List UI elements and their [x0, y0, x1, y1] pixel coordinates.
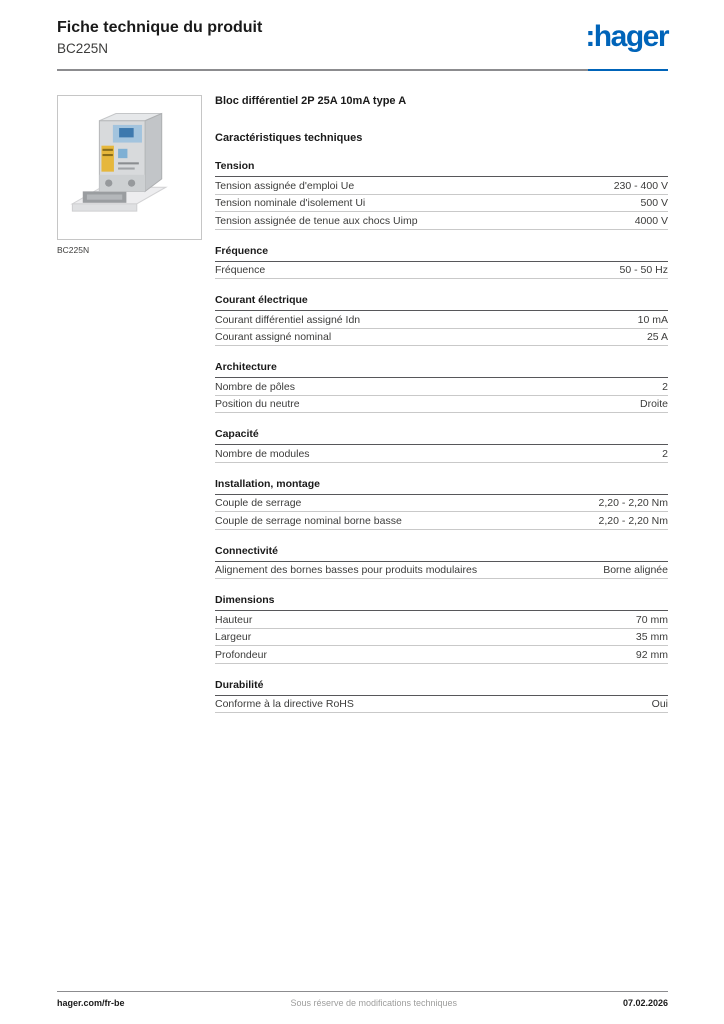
spec-row: [215, 378, 668, 396]
product-image-caption: BC225N: [57, 245, 90, 255]
spec-value: Oui: [651, 698, 668, 710]
spec-value: Borne alignée: [603, 564, 668, 576]
hager-logo: :hager: [585, 20, 668, 53]
spec-label: Courant assigné nominal: [215, 331, 332, 343]
spec-section: [215, 425, 668, 463]
spec-label: Courant différentiel assigné Idn: [215, 313, 361, 326]
spec-row: [215, 177, 668, 195]
spec-row: [215, 195, 668, 213]
spec-value: 50 - 50 Hz: [619, 264, 668, 276]
spec-section: [215, 475, 668, 530]
section-title: Connectivité: [215, 542, 668, 562]
spec-row: [215, 329, 668, 347]
spec-row: [215, 512, 668, 530]
spec-label: Nombre de pôles: [215, 380, 295, 393]
spec-column: [215, 95, 668, 725]
spec-section: [215, 242, 668, 280]
spec-value: 230 - 400 V: [613, 179, 668, 192]
page-footer: [57, 991, 668, 1008]
section-title: Installation, montage: [215, 475, 668, 495]
spec-section: [215, 542, 668, 580]
spec-label: Fréquence: [215, 264, 266, 276]
section-title: Architecture: [215, 358, 668, 378]
spec-label: Couple de serrage nominal borne basse: [215, 514, 402, 527]
spec-row: [215, 445, 668, 463]
spec-value: 25 A: [646, 331, 668, 343]
spec-label: Couple de serrage: [215, 497, 302, 509]
spec-value: 10 mA: [637, 313, 668, 326]
characteristics-heading: Caractéristiques techniques: [215, 132, 363, 144]
page-header: [57, 0, 668, 71]
spec-row: [215, 396, 668, 414]
spec-label: Nombre de modules: [215, 447, 310, 460]
spec-row: [215, 646, 668, 664]
spec-label: Alignement des bornes basses pour produits modulaires: [215, 564, 478, 576]
spec-row: [215, 262, 668, 280]
spec-value: 4000 V: [634, 214, 668, 227]
spec-sections: [215, 157, 668, 713]
spec-value: 92 mm: [635, 648, 668, 661]
section-title: Capacité: [215, 425, 668, 445]
spec-label: Conforme à la directive RoHS: [215, 698, 354, 710]
spec-row: [215, 311, 668, 329]
section-title: Fréquence: [215, 242, 668, 262]
spec-label: Position du neutre: [215, 398, 300, 410]
section-title: Dimensions: [215, 591, 668, 611]
product-image-frame: [57, 95, 202, 240]
section-title: Courant électrique: [215, 291, 668, 311]
footer-website-link[interactable]: hager.com/fr-be: [57, 998, 125, 1008]
spec-label: Tension assignée de tenue aux chocs Uimp: [215, 214, 418, 227]
spec-label: Tension assignée d'emploi Ue: [215, 179, 355, 192]
section-title: Tension: [215, 157, 668, 177]
spec-section: [215, 591, 668, 664]
spec-row: [215, 629, 668, 647]
spec-section: [215, 358, 668, 413]
spec-value: 2,20 - 2,20 Nm: [598, 514, 668, 527]
spec-section: [215, 157, 668, 230]
spec-label: Largeur: [215, 631, 252, 643]
spec-value: 70 mm: [635, 613, 668, 626]
spec-row: [215, 562, 668, 580]
spec-value: 35 mm: [635, 631, 668, 643]
header-divider: [57, 69, 668, 71]
spec-section: [215, 291, 668, 346]
spec-value: 2: [662, 447, 668, 460]
spec-row: [215, 611, 668, 629]
spec-label: Tension nominale d'isolement Ui: [215, 197, 366, 209]
product-image: [62, 100, 197, 235]
spec-row: [215, 212, 668, 230]
header-divider-gray: [57, 69, 588, 71]
footer-disclaimer: Sous réserve de modifications techniques: [290, 998, 458, 1008]
footer-date: 07.02.2026: [622, 998, 668, 1008]
spec-value: 2: [662, 380, 668, 393]
section-title: Durabilité: [215, 676, 668, 696]
document-title: Fiche technique du produit: [57, 19, 263, 36]
spec-row: [215, 495, 668, 513]
spec-value: Droite: [639, 398, 668, 410]
product-name: Bloc différentiel 2P 25A 10mA type A: [215, 95, 407, 107]
spec-row: [215, 696, 668, 714]
spec-section: [215, 676, 668, 714]
spec-value: 500 V: [640, 197, 668, 209]
spec-value: 2,20 - 2,20 Nm: [598, 497, 668, 509]
product-reference: BC225N: [57, 41, 109, 56]
header-divider-blue: [588, 69, 668, 71]
spec-label: Profondeur: [215, 648, 267, 661]
spec-label: Hauteur: [215, 613, 253, 626]
